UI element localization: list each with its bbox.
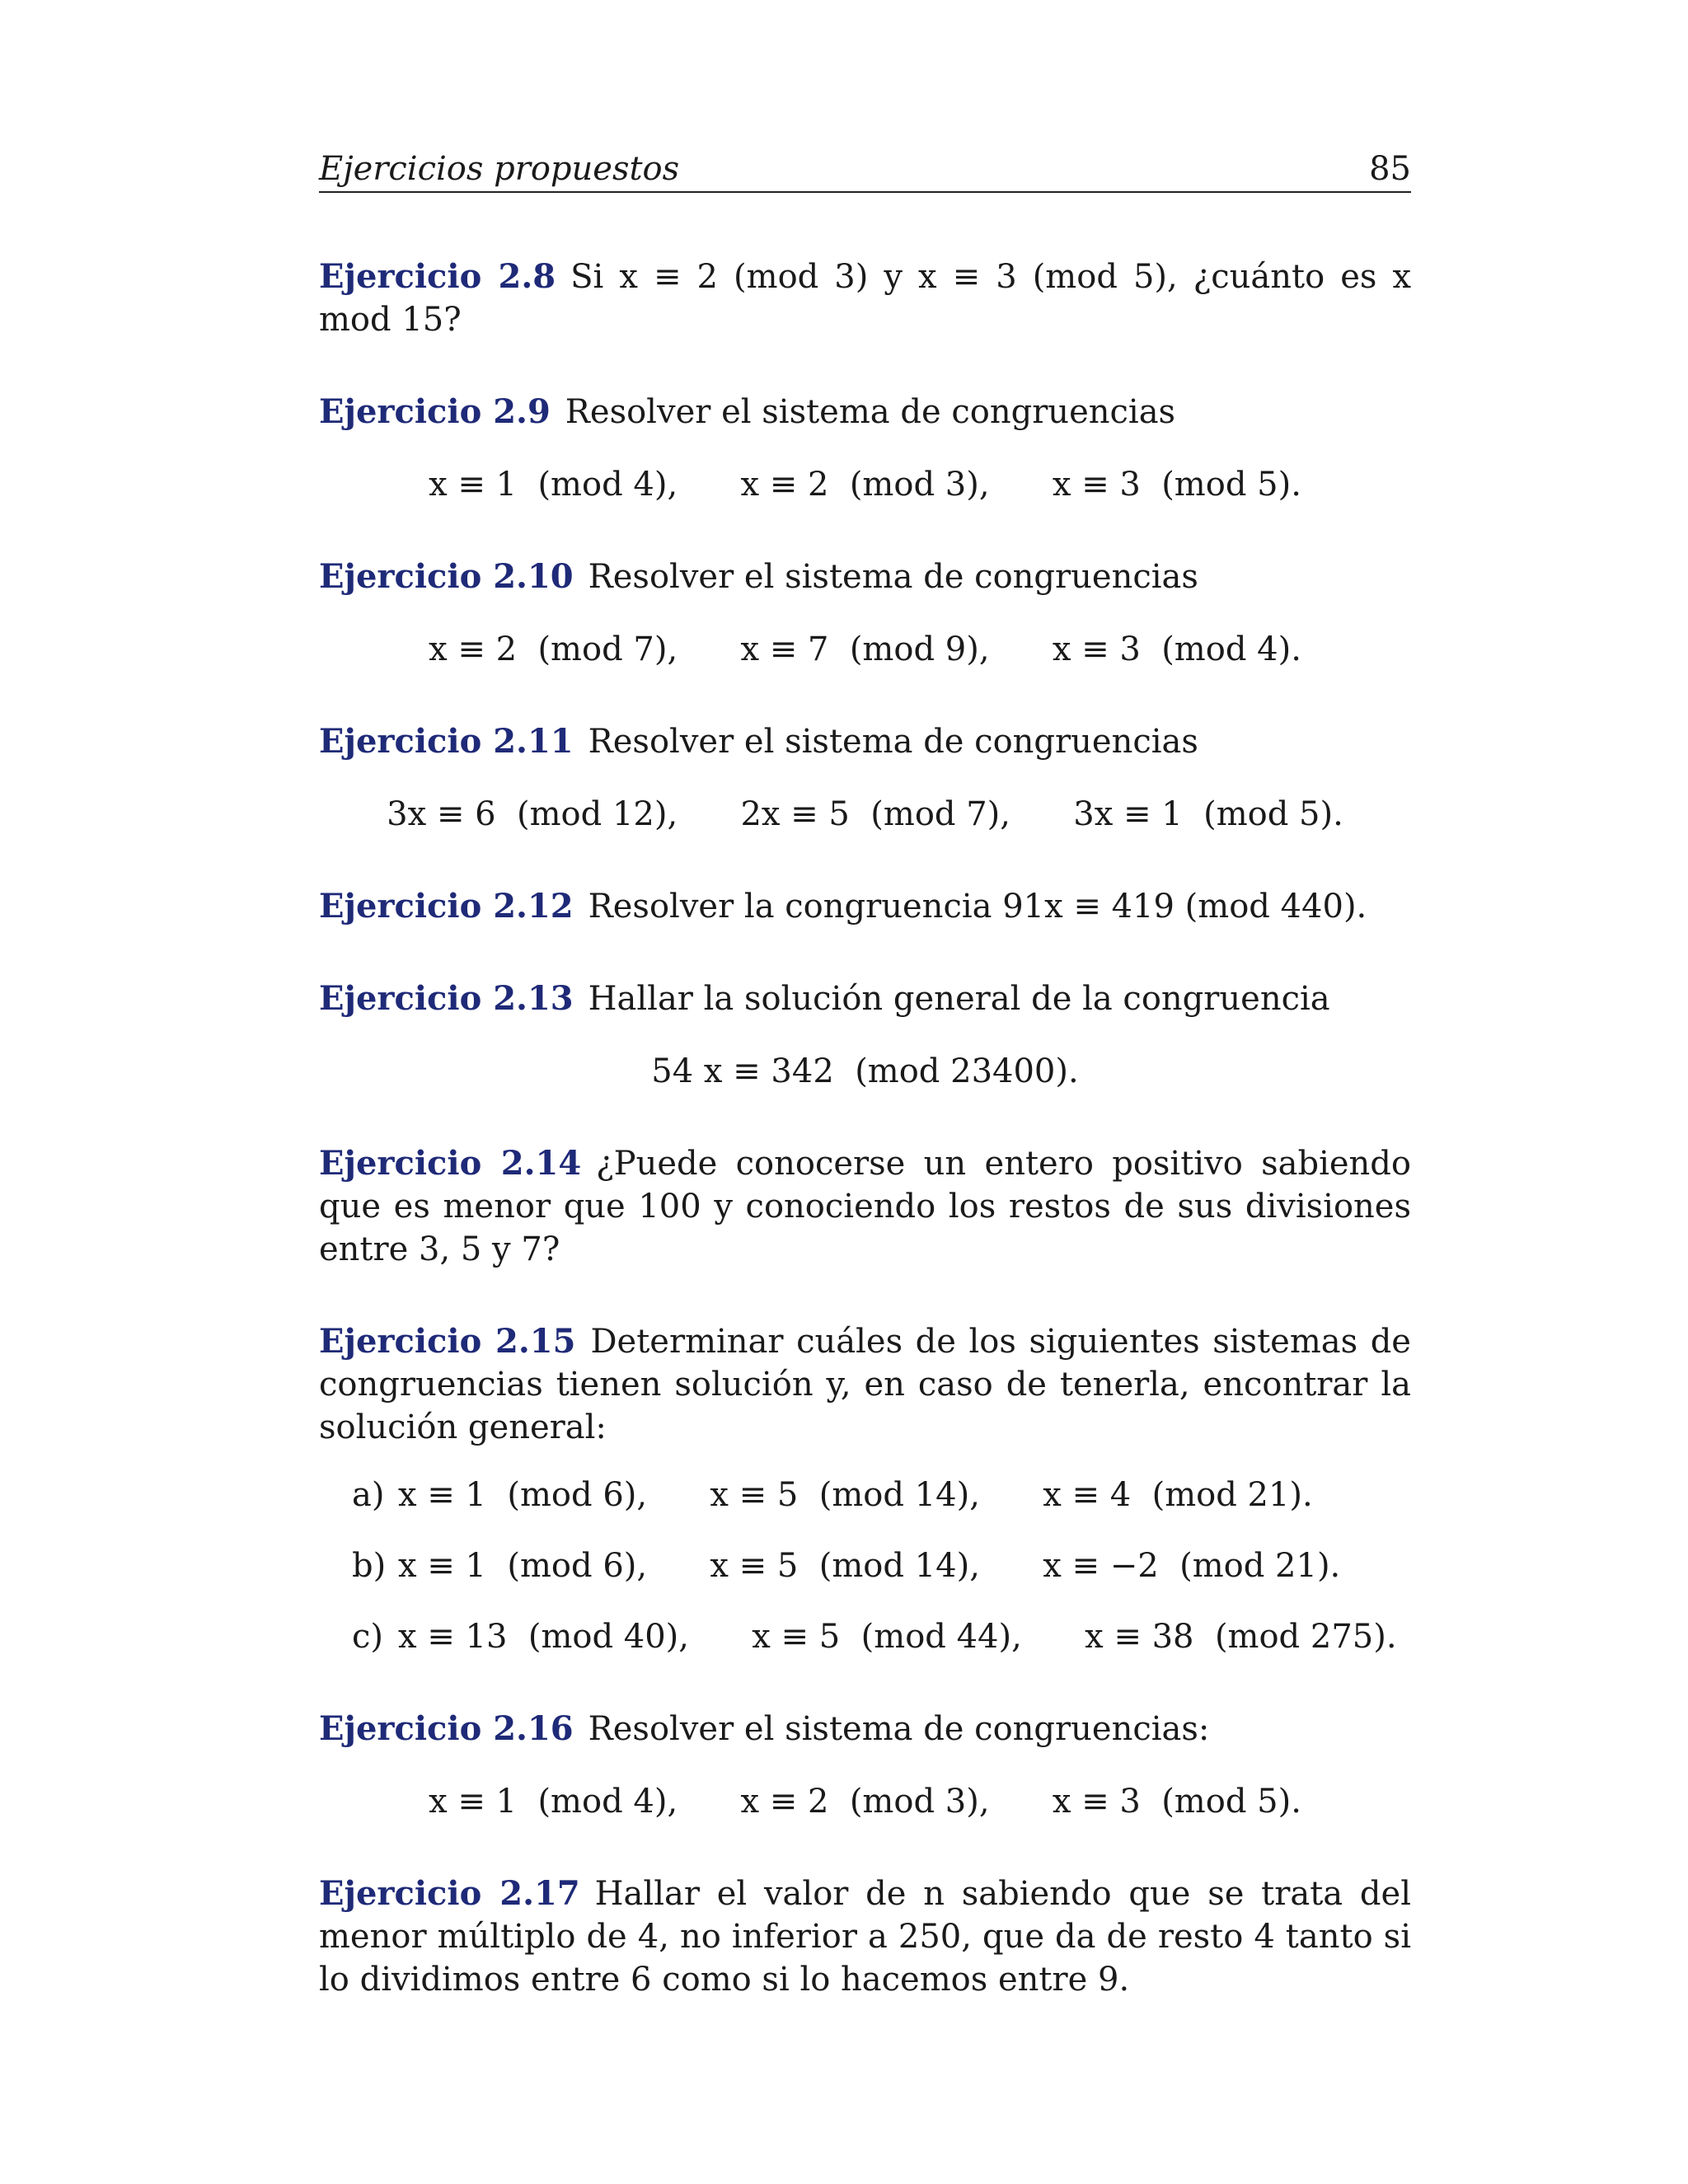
exercise-text: Resolver la congruencia 91x ≡ 419 (mod 440). [588,888,1367,926]
exercise-label: Ejercicio 2.17 [319,1874,580,1913]
item-text: x ≡ 1 (mod 6), x ≡ 5 (mod 14), x ≡ 4 (mod 21). [398,1476,1313,1514]
exercise-label: Ejercicio 2.9 [319,392,551,431]
display-equation: 3x ≡ 6 (mod 12), 2x ≡ 5 (mod 7), 3x ≡ 1 (mod 5). [387,795,1343,833]
item-tag: c) [352,1618,384,1656]
exercise-label: Ejercicio 2.13 [319,979,574,1018]
display-equation: x ≡ 1 (mod 4), x ≡ 2 (mod 3), x ≡ 3 (mod 5). [429,466,1301,504]
display-equation: x ≡ 1 (mod 4), x ≡ 2 (mod 3), x ≡ 3 (mod 5). [429,1783,1301,1821]
item-text: x ≡ 1 (mod 6), x ≡ 5 (mod 14), x ≡ −2 (mod 21). [398,1547,1341,1585]
exercise-text: Hallar la solución general de la congruencia [588,980,1330,1018]
header-title: Ejercicios propuestos [319,150,680,188]
exercise-2-14 [319,1142,1411,1271]
exercise-label: Ejercicio 2.8 [319,257,556,296]
exercise-2-13 [319,977,1411,1093]
exercise-text: Resolver el sistema de congruencias [588,558,1198,596]
exercise-2-16 [319,1708,1411,1823]
exercise-2-17 [319,1872,1411,2001]
exercise-label: Ejercicio 2.12 [319,887,574,926]
item-tag: a) [352,1476,385,1514]
list-item [352,1474,1411,1516]
exercise-2-9 [319,391,1411,506]
exercise-list [319,255,1411,2050]
exercise-label: Ejercicio 2.10 [319,557,574,596]
item-tag: b) [352,1547,387,1585]
exercise-2-10 [319,555,1411,671]
list-item [352,1615,1411,1658]
exercise-label: Ejercicio 2.14 [319,1144,582,1183]
exercise-2-8 [319,255,1411,341]
exercise-2-11 [319,720,1411,836]
item-text: x ≡ 13 (mod 40), x ≡ 5 (mod 44), x ≡ 38 (mod 275). [398,1618,1397,1656]
exercise-label: Ejercicio 2.15 [319,1322,576,1361]
exercise-text: Resolver el sistema de congruencias [588,723,1198,761]
exercise-2-12 [319,885,1411,928]
exercise-text: ¿Puede conocerse un entero positivo sabiendo que es menor que 100 y conociendo los restos de sus divisiones entre 3, 5 y 7? [319,1145,1411,1268]
exercise-text: Determinar cuáles de los siguientes sistemas de congruencias tienen solución y, en caso de tenerla, encontrar la solución general: [319,1323,1411,1446]
display-equation: 54 x ≡ 342 (mod 23400). [651,1052,1079,1090]
list-item [352,1544,1411,1587]
exercise-text: Resolver el sistema de congruencias: [588,1710,1210,1748]
page-number: 85 [1369,150,1411,188]
subitem-list [352,1474,1411,1658]
running-header [319,147,1411,193]
display-equation: x ≡ 2 (mod 7), x ≡ 7 (mod 9), x ≡ 3 (mod 4). [429,630,1301,668]
exercise-label: Ejercicio 2.11 [319,722,574,761]
exercise-2-15 [319,1320,1411,1658]
exercise-text: Resolver el sistema de congruencias [565,393,1176,431]
exercise-label: Ejercicio 2.16 [319,1709,574,1748]
exercise-text: Hallar el valor de n sabiendo que se trata del menor múltiplo de 4, no inferior a 250, que da de resto 4 tanto si lo dividimos entre 6 como si lo hacemos entre 9. [319,1875,1411,1999]
exercise-text: Si x ≡ 2 (mod 3) y x ≡ 3 (mod 5), ¿cuánto es x mod 15? [319,258,1412,339]
